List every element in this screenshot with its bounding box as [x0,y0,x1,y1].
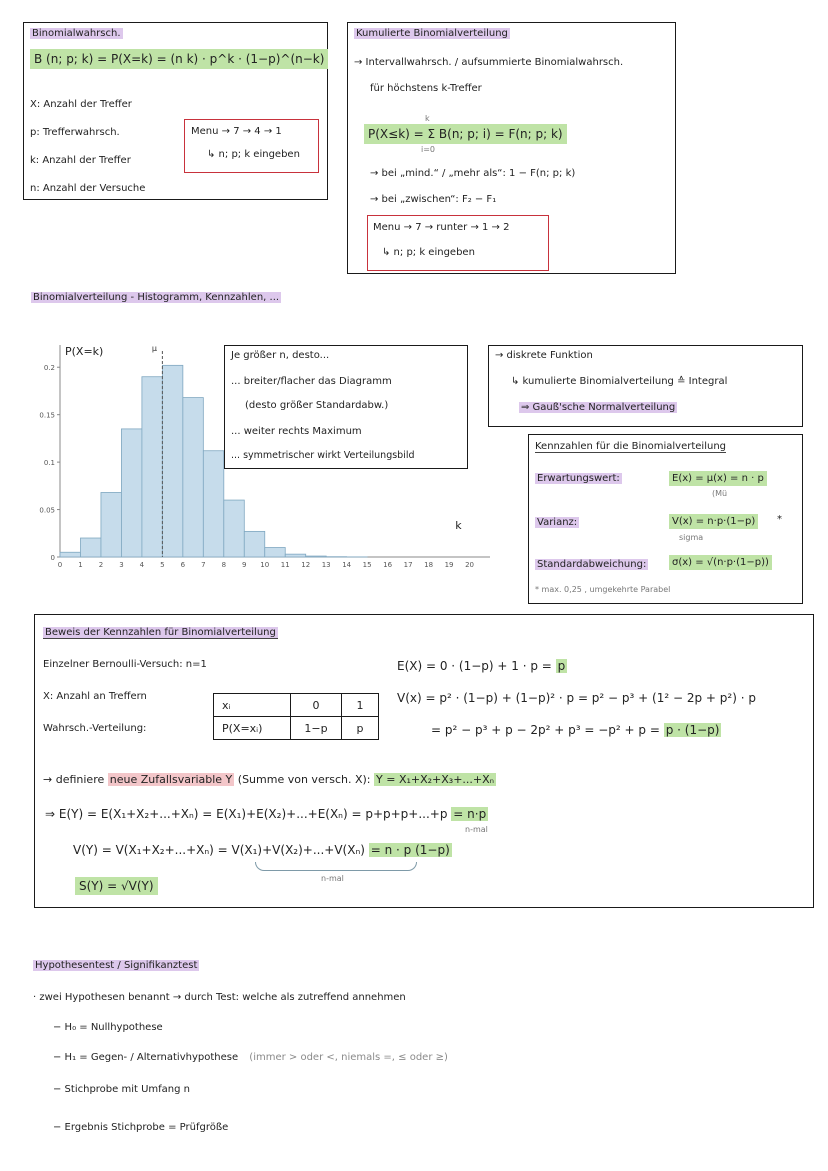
define-y-line [43,773,496,786]
table-row [214,717,379,740]
x-tick-label: 16 [383,561,393,569]
proof-box [34,614,814,908]
x-tick-label: 2 [98,561,104,569]
x-tick-label: 7 [201,561,206,569]
box2-sum-bottom: i=0 [421,145,436,154]
box3-line1: Je größer n, desto... [231,350,330,361]
table-cell: xᵢ [214,694,291,717]
box6-e-formula: E(X) = 0 · (1−p) + 1 · p = [397,659,556,673]
table-cell: 1 [342,694,379,717]
x-tick-label: 5 [160,561,165,569]
box4-line3: ⇒ Gauß'sche Normalverteilung [521,402,676,413]
y-tick-label: 0.05 [39,506,55,515]
x-tick-label: 18 [424,561,434,569]
n-times-brace [255,862,417,871]
box6-v-formula: V(x) = p² · (1−p) + (1−p)² · p = p² − p³ + (1² − 2p + p²) · p [397,691,756,705]
histogram-bar [80,538,100,557]
box6-title: Beweis der Kennzahlen für Binomialverteilung [45,627,276,638]
y-tick-label: 0.2 [43,364,55,373]
expected-value-proof [397,659,567,673]
box6-define-hl: neue Zufallsvariable Y [109,773,233,786]
box5-expected-label: Erwartungswert: [537,473,620,484]
box6-define-sum: Y = X₁+X₂+X₃+...+Xₙ [376,773,495,786]
box6-v-result: p · (1−p) [665,723,720,737]
x-tick-label: 10 [260,561,270,569]
hypothesis-bullet-1: · zwei Hypothesen benannt → durch Test: welche als zutreffend annehmen [33,992,406,1003]
box6-vy-result: = n · p (1−p) [370,843,450,857]
histogram-section-title: Binomialverteilung - Histogramm, Kennzahlen, ... [33,292,280,303]
histogram-bar [224,500,244,557]
box4-line1: → diskrete Funktion [495,350,593,361]
box2-sum-top: k [425,114,430,123]
variance-y-line [73,843,452,857]
histogram-bar [162,365,182,557]
table-cell: 0 [291,694,342,717]
mu-label: μ [151,344,157,353]
box2-calculator-menu [367,215,549,271]
histogram-bar [101,492,121,557]
box2-menu-input: ↳ n; p; k eingeben [382,247,475,258]
box6-vy-note: n-mal [321,874,344,883]
histogram-bar [265,548,285,557]
x-tick-label: 6 [180,561,186,569]
box6-vy: V(Y) = V(X₁+X₂+...+Xₙ) = V(X₁)+V(X₂)+...+V(Xₙ) [73,843,365,857]
histogram-bar [203,451,223,557]
histogram-bar [306,556,326,557]
x-tick-label: 13 [321,561,331,569]
box1-title: Binomialwahrsch. [32,28,121,39]
x-tick-label: 0 [57,561,63,569]
box6-ey-note: n-mal [465,825,488,834]
box2-line3: → bei „mind.“ / „mehr als“: 1 − F(n; p; k) [370,168,576,179]
box5-variance-star: * [777,514,782,525]
box3-line3: (desto größer Standardabw.) [245,400,389,411]
box6-ey: ⇒ E(Y) = E(X₁+X₂+...+Xₙ) = E(X₁)+E(X₂)+...+E(Xₙ) = p+p+p+...+p [45,807,448,821]
hypothesis-bullet-3-line [53,1052,448,1063]
larger-n-box [224,345,468,469]
histogram-bar [142,377,162,557]
discrete-function-box [488,345,803,427]
box6-ey-result: = n·p [453,807,487,821]
table-row [214,694,379,717]
box5-variance-formula: V(x) = n·p·(1−p) [669,514,758,529]
box5-expected-formula: E(x) = μ(x) = n · p [669,471,767,486]
x-tick-label: 15 [362,561,372,569]
x-tick-label: 8 [221,561,227,569]
box6-v-line2: = p² − p³ + p − 2p² + p³ = −p² + p = [431,723,664,737]
box5-variance-label: Varianz: [537,517,578,528]
box1-def-x: X: Anzahl der Treffer [30,99,132,110]
x-tick-label: 19 [444,561,454,569]
box1-calculator-menu [184,119,319,173]
box5-mu-note: (Mü [712,489,728,498]
box2-title: Kumulierte Binomialverteilung [356,28,508,39]
key-figures-box [528,434,803,604]
y-tick-label: 0.15 [39,411,55,420]
box1-menu-path: Menu → 7 → 4 → 1 [191,126,282,137]
x-tick-label: 4 [139,561,145,569]
x-tick-label: 3 [119,561,124,569]
hypothesis-bullet-3: − H₁ = Gegen- / Alternativhypothese [53,1052,239,1063]
x-tick-label: 14 [342,561,352,569]
box1-def-n: n: Anzahl der Versuche [30,183,146,194]
box6-line2: X: Anzahl an Treffern [43,691,147,702]
histogram-bar [121,429,141,557]
box6-line1: Einzelner Bernoulli-Versuch: n=1 [43,659,207,670]
box6-define-pre: → definiere [43,773,105,786]
x-tick-label: 17 [403,561,413,569]
box2-formula: P(X≤k) = Σ B(n; p; i) = F(n; p; k) [364,124,567,144]
cumulative-binomial-box [347,22,676,274]
y-tick-label: 0.1 [43,459,55,468]
hypothesis-bullet-3-note: (immer > oder <, niemals =, ≤ oder ≥) [249,1052,448,1063]
box1-menu-input: ↳ n; p; k eingeben [207,149,300,160]
box2-line4: → bei „zwischen“: F₂ − F₁ [370,194,497,205]
histogram-bar [285,554,305,557]
box1-formula: B (n; p; k) = P(X=k) = (n k) · p^k · (1−p)^(n−k) [30,49,328,69]
box6-e-result: p [557,659,566,673]
box3-line5: ... symmetrischer wirkt Verteilungsbild [231,450,415,461]
box5-footnote: * max. 0,25 , umgekehrte Parabel [535,585,671,594]
x-tick-label: 1 [78,561,83,569]
x-tick-label: 20 [465,561,474,569]
box6-line3: Wahrsch.-Verteilung: [43,723,147,734]
box5-std-label: Standardabweichung: [537,559,647,570]
hypothesis-bullet-5: − Ergebnis Stichprobe = Prüfgröße [53,1122,229,1133]
box5-sigma-note: sigma [679,533,704,542]
variance-proof-line2 [431,723,721,737]
y-tick-label: 0 [50,554,55,562]
box1-def-k: k: Anzahl der Treffer [30,155,131,166]
box1-def-p: p: Trefferwahrsch. [30,127,120,138]
histogram-bar [60,552,80,557]
box6-sy: S(Y) = √V(Y) [75,877,158,895]
hypothesis-bullet-4: − Stichprobe mit Umfang n [53,1084,191,1095]
hypothesis-bullet-2: − H₀ = Nullhypothese [53,1022,163,1033]
table-cell: 1−p [291,717,342,740]
box2-line1: → Intervallwahrsch. / aufsummierte Binomialwahrsch. [354,57,624,68]
probability-table [213,693,379,740]
table-cell: P(X=xᵢ) [214,717,291,740]
histogram-bar [183,398,203,557]
binomial-probability-box [23,22,328,200]
histogram-bar [244,531,264,557]
box2-menu-path: Menu → 7 → runter → 1 → 2 [373,222,510,233]
box5-std-formula: σ(x) = √(n·p·(1−p)) [669,555,772,570]
hypothesis-title: Hypothesentest / Signifikanztest [35,960,198,971]
x-tick-label: 12 [301,561,311,569]
box5-title: Kennzahlen für die Binomialverteilung [535,441,727,452]
x-axis-label: k [455,519,462,532]
box3-line4: ... weiter rechts Maximum [231,426,362,437]
table-cell: p [342,717,379,740]
box6-define-post: (Summe von versch. X): [237,773,371,786]
box2-line2: für höchstens k-Treffer [370,83,482,94]
expected-y-line [45,807,488,821]
y-axis-label: P(X=k) [65,345,104,358]
box3-line2: ... breiter/flacher das Diagramm [231,376,392,387]
x-tick-label: 11 [280,561,290,569]
box4-line2: ↳ kumulierte Binomialverteilung ≙ Integral [511,376,728,387]
x-tick-label: 9 [242,561,247,569]
